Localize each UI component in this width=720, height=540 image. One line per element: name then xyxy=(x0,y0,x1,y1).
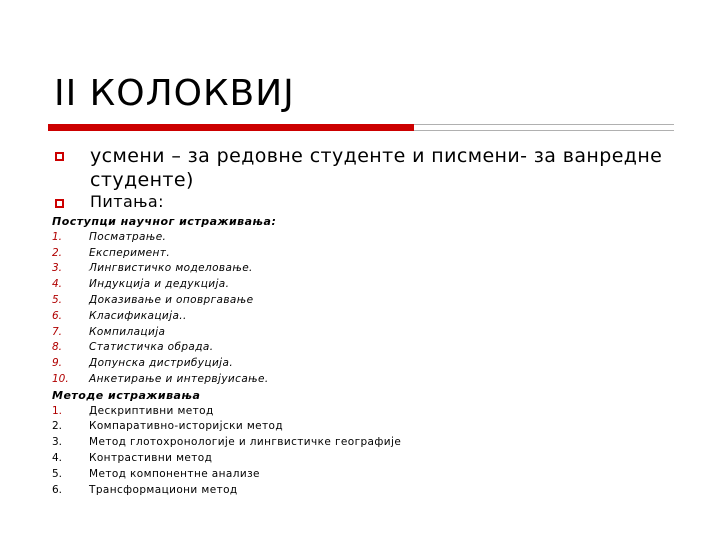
item-text: Дескриптивни метод xyxy=(89,404,214,417)
item-number: 1. xyxy=(52,230,63,243)
research-methods-list xyxy=(52,404,652,499)
bullet-exam-format: усмени – за редовне студенте и писмени- за ванредне студенте) xyxy=(90,145,663,191)
list-item xyxy=(52,309,652,325)
title-accent-bar xyxy=(48,124,414,131)
list-item xyxy=(52,277,652,293)
list-item xyxy=(52,483,652,499)
item-number: 6. xyxy=(52,309,63,322)
item-number: 10. xyxy=(52,372,69,385)
title-divider-lower xyxy=(414,130,674,131)
item-number: 5. xyxy=(52,467,63,480)
list-item xyxy=(52,451,652,467)
item-text: Индукција и дедукција. xyxy=(89,278,230,291)
section-heading-research-procedures: Поступци научног истраживања: xyxy=(52,215,277,228)
list-item xyxy=(52,230,652,246)
item-text: Метод глотохронологије и лингвистичке географије xyxy=(89,436,402,449)
item-number: 8. xyxy=(52,341,63,354)
item-text: Доказивање и оповргавање xyxy=(89,293,254,306)
item-text: Класификација.. xyxy=(89,309,187,322)
item-text: Анкетирање и интервјуисање. xyxy=(89,372,269,385)
list-item xyxy=(52,293,652,309)
item-text: Експеримент. xyxy=(89,246,171,259)
list-item xyxy=(52,467,652,483)
item-number: 1. xyxy=(52,404,63,417)
section-heading-research-methods: Методе истраживања xyxy=(52,388,201,402)
list-item xyxy=(52,356,652,372)
item-number: 3. xyxy=(52,436,63,449)
item-text: Метод компонентне анализе xyxy=(89,467,260,480)
item-number: 7. xyxy=(52,325,63,338)
list-item xyxy=(52,325,652,341)
item-number: 2. xyxy=(52,246,63,259)
item-number: 9. xyxy=(52,357,63,370)
item-text: Статистичка обрада. xyxy=(89,341,214,354)
item-number: 4. xyxy=(52,451,63,464)
square-bullet-icon xyxy=(55,152,64,161)
list-item xyxy=(52,435,652,451)
list-item xyxy=(52,419,652,435)
item-number: 6. xyxy=(52,483,63,496)
item-text: Посматрање. xyxy=(89,230,167,243)
item-number: 2. xyxy=(52,420,63,433)
item-text: Лингвистичко моделовање. xyxy=(89,262,253,275)
item-number: 4. xyxy=(52,278,63,291)
list-item xyxy=(52,404,652,420)
item-text: Трансформациони метод xyxy=(89,483,238,496)
list-item xyxy=(52,261,652,277)
item-number: 3. xyxy=(52,262,63,275)
research-procedures-list xyxy=(52,230,652,388)
list-item xyxy=(52,372,652,388)
item-text: Компилација xyxy=(89,325,166,338)
list-item xyxy=(52,340,652,356)
item-text: Допунска дистрибуција. xyxy=(89,357,234,370)
bullet-questions: Питања: xyxy=(90,192,164,211)
list-item xyxy=(52,246,652,262)
item-number: 5. xyxy=(52,293,63,306)
square-bullet-icon xyxy=(55,199,64,208)
item-text: Контрастивни метод xyxy=(89,451,213,464)
questions-list xyxy=(52,214,652,498)
item-text: Компаративно-историјски метод xyxy=(89,420,284,433)
slide-title: II КОЛОКВИЈ xyxy=(54,73,295,114)
